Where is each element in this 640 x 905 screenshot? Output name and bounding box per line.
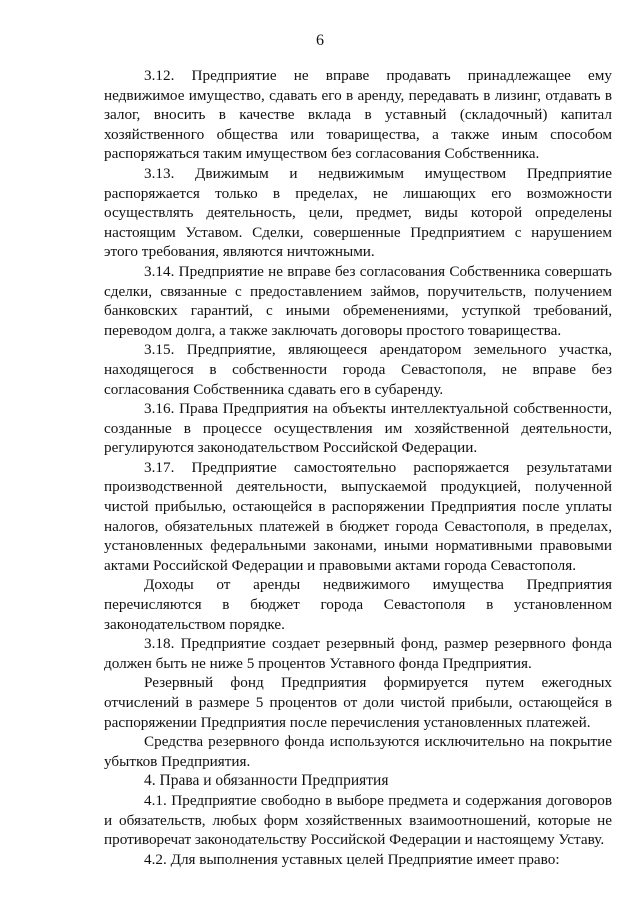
section-heading: 4. Права и обязанности Предприятия [144, 772, 389, 790]
paragraph-reserve-fund-usage: Средства резервного фонда используются исключительно на покрытие убытков Предприятия. [104, 733, 612, 770]
document-body [104, 66, 612, 869]
paragraph-4-1: 4.1. Предприятие свободно в выборе предмета и содержания договоров и обязательств, любых форм хозяйственных взаимоотношений, которые не противоречат законодательству Российской Федерации и настоящему Уставу. [104, 791, 612, 849]
paragraph-3-13: 3.13. Движимым и недвижимым имуществом Предприятие распоряжается только в пределах, не лишающих его возможности осуществлять деятельность, цели, предмет, виды которой определены настоящим Уставом. Сделки, совершенные Предприятием с нарушением этого требования, являются ничтожными. [104, 164, 612, 261]
paragraph-4-2: 4.2. Для выполнения уставных целей Предприятие имеет право: [144, 850, 560, 868]
paragraph-3-12: 3.12. Предприятие не вправе продавать принадлежащее ему недвижимое имущество, сдавать его в аренду, передавать в лизинг, отдавать в залог, вносить в качестве вклада в уставный (складочный) капитал хозяйственного общества или товарищества, а также иным способом распоряжаться таким имуществом без согласования Собственника. [104, 67, 612, 163]
page-number: 6 [316, 32, 324, 49]
paragraph-3-14: 3.14. Предприятие не вправе без согласования Собственника совершать сделки, связанные с предоставлением займов, поручительств, получением банковских гарантий, с иными обременениями, уступкой требований, переводом долга, а также заключать договоры простого товарищества. [104, 262, 612, 339]
paragraph-3-15: 3.15. Предприятие, являющееся арендатором земельного участка, находящегося в собственности города Севастополя, не вправе без согласования Собственника сдавать его в субаренду. [104, 341, 612, 398]
paragraph-rental-income: Доходы от аренды недвижимого имущества Предприятия перечисляются в бюджет города Севастополя в установленном законодательством порядке. [104, 576, 612, 633]
paragraph-3-16: 3.16. Права Предприятия на объекты интеллектуальной собственности, созданные в процессе осуществления им хозяйственной деятельности, регулируются законодательством Российской Федерации. [104, 400, 612, 457]
paragraph-reserve-fund-formation: Резервный фонд Предприятия формируется путем ежегодных отчислений в размере 5 процентов от доли чистой прибыли, остающейся в распоряжении Предприятия после перечисления установленных платежей. [104, 674, 612, 731]
paragraph-3-18: 3.18. Предприятие создает резервный фонд, размер резервного фонда должен быть не ниже 5 процентов Уставного фонда Предприятия. [104, 635, 612, 672]
paragraph-3-17: 3.17. Предприятие самостоятельно распоряжается результатами производственной деятельности, выпускаемой продукцией, полученной чистой прибылью, остающейся в распоряжении Предприятия после уплаты налогов, обязательных платежей в бюджет города Севастополя, в пределах, установленных федеральными законами, иными нормативными правовыми актами Российской Федерации и правовыми актами города Севастополя. [104, 458, 612, 574]
